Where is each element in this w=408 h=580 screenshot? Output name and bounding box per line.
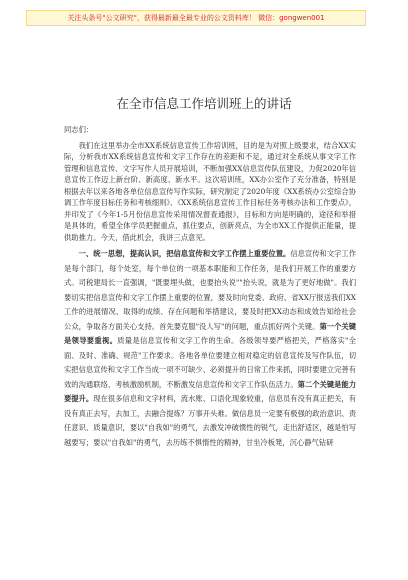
- document-body: [64, 124, 356, 454]
- section1-text: 信息宣传和文字工作是每个部门，每个处室，每个单位的一项基本职能和工作任务，是我们开展工作的重要方式。司税建局长一直强调，: [64, 249, 357, 287]
- key-point-1: 第一个关键是领导要重视。: [64, 321, 356, 345]
- document-title: 在全市信息工作培训班上的讲话: [116, 96, 292, 111]
- promo-banner: 关注头条号"公文研究"，获得最新最全最专业的公文资料库！ 微信：gongwen001: [26, 10, 366, 26]
- intro-paragraph: 我们在这里举办全市XX系统信息宣传工作培训班，目的是为对照上级要求，结合XX实际，分析我市XX系统信息宣传和文字工作存在的差距和不足，通过对全系统从事文字工作管理和信息宣传、文字写作人员开展培训，不断加强XX信息宣传队伍建设，力促2020年信息宣传工作迈上新台阶、新高度、新水平。这次培训班，XX办公室作了充分准备，特别是根据去年以来各地各单位信息宣传写作实际，研究制定了2020年度《XX系统办公室综合协调工作年度目标任务和考核细则》、《XX系统信息宣传工作目标任务考核办法和工作要点》，并印发了《今年1-5月份信息宣传采用情况督查通报》，目标和方向是明确的，途径和举措是具体的，希望全体学员把握重点，抓住要点，创新亮点，为全市XX工作提供正能量，提供助推力。今天，借此机会，我讲三点意见。: [64, 140, 356, 242]
- section1-ability-text: 现在很多信息和文字材料，流水账、口语化现象较重，信息员有没有真正把关，有没有真正去写，去加工，去融合提炼？万事开头难。做信息员一定要有极强的政治意识、责任意识、质量意识，要以"自我如"的勇气，去激发冲破惯性的锐气，走出舒适区，越是怕写越要写；要以"自我如"的勇气，去历练不惧惰性的精神，甘坐冷板凳，沉心静气钻研: [64, 394, 357, 447]
- section1-quote: "既要埋头做，也要抬头说": [151, 278, 240, 287]
- section1-text-b: "抬头说，就是为了更好地做"。我们要切实把信息宣传和文字工作摆上重要的位置，要及时向党委、政府、省XX厅报送我们XX工作的进展情况、取得的成绩、存在问题和举措建议，要及时把XX动态和成效告知给社会公众，争取各方面关心支持。首先要克服"没人写"的问题，重点抓好两个关键。: [64, 278, 357, 331]
- section1-quality-text: 质量是信息宣传和文字工作的生命。各级领导要严格把关，严格落实"全面、及时、准确、规范"工作要求。各地各单位要建立相对稳定的信息宣传及写作队伍，切实把信息宣传和文字工作当成一项不可缺少、必须提升的日常工作来抓，同时要建立完善有效的沟通联络、考核激励机制，不断激发信息宣传和文字工作队伍活力。: [64, 336, 356, 389]
- section1-heading: 一、统一思想，提高认识，把信息宣传和文字工作摆上重要位置。: [78, 249, 291, 258]
- section1-paragraph: [64, 247, 356, 450]
- top-bar: [0, 6, 408, 28]
- greeting: 同志们：: [64, 125, 94, 134]
- key-point-2: 第二个关键是能力要提升。: [64, 379, 357, 403]
